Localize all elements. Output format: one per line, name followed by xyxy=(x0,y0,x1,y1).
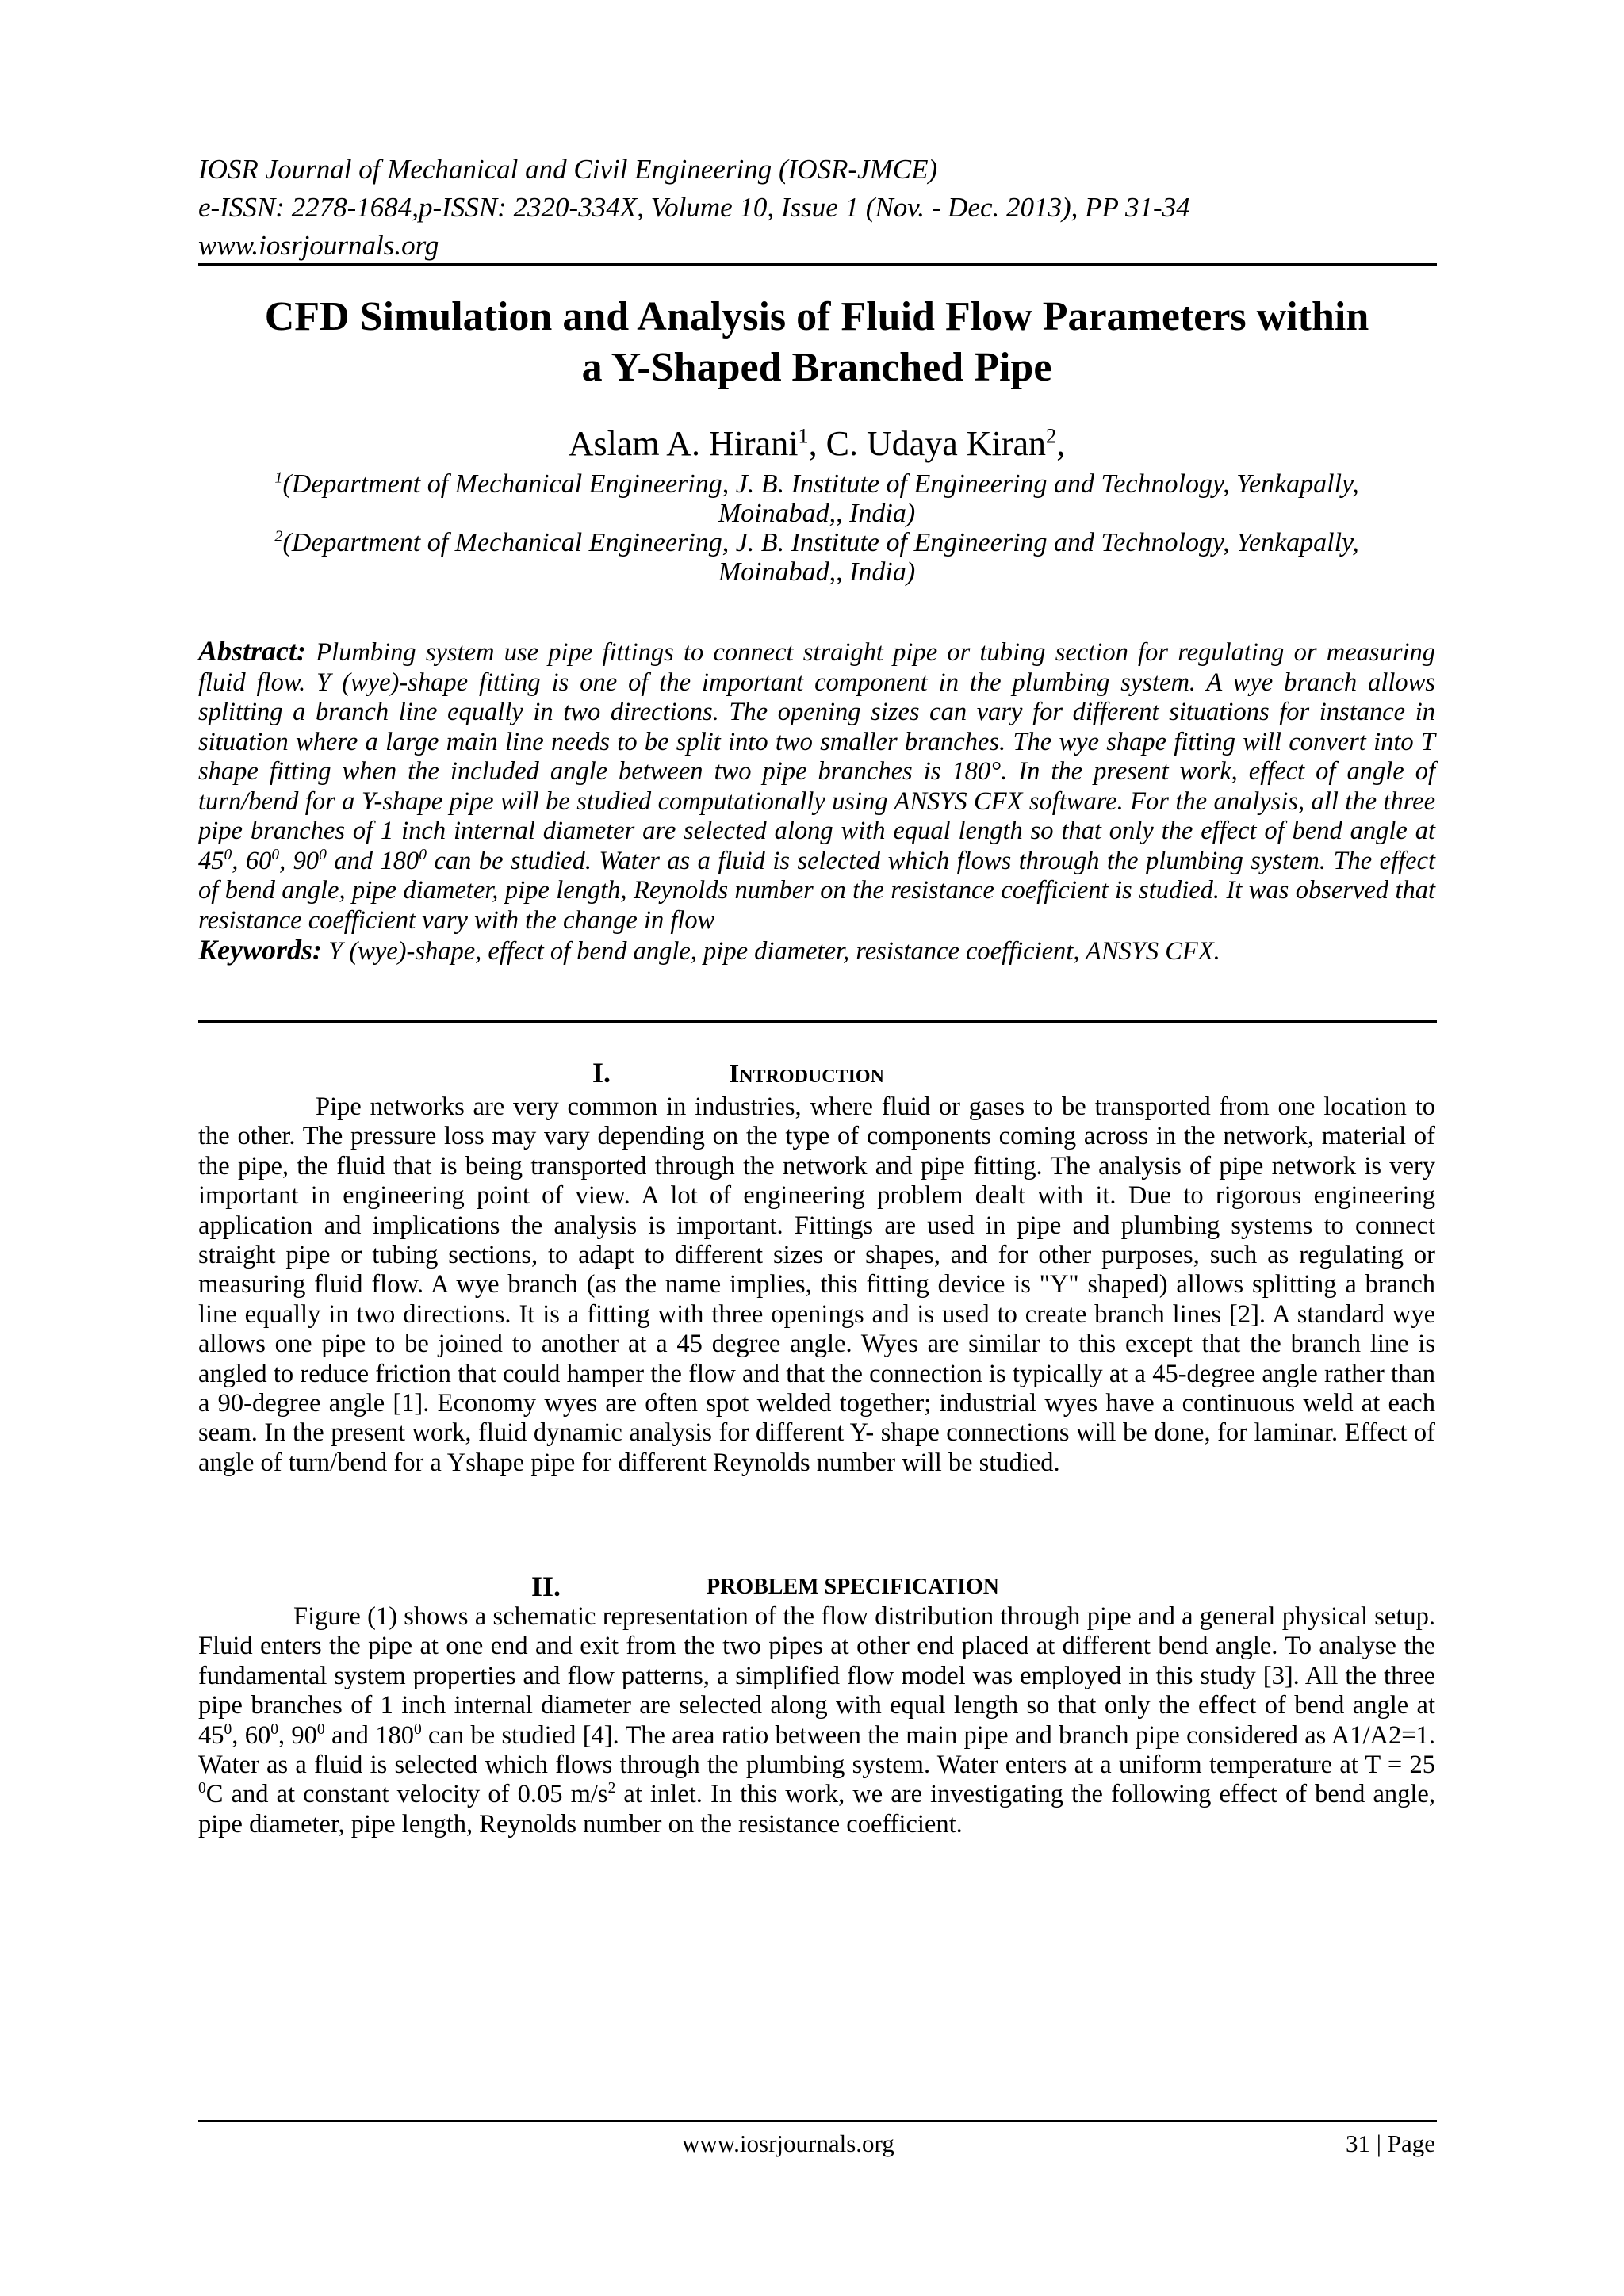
problem-specification-body xyxy=(198,1602,1435,1839)
title-line-2: a Y-Shaped Branched Pipe xyxy=(581,345,1052,390)
affiliations xyxy=(198,469,1435,587)
degree-mark: 0 xyxy=(224,1720,232,1738)
paragraph-text: Figure (1) shows a schematic representation of the flow distribution through pipe and a general physical setup. Fluid enters the pipe at one end and exit from the two pipes at other end placed at different bend angle. To analyse the fundamental system properties and flow patterns, a simplified flow model was employed in this study [3]. All the three pipe branches of 1 inch internal diameter are selected along with equal length so that only the effect of bend angle at 45 xyxy=(198,1602,1435,1750)
degree-mark: 0 xyxy=(224,846,232,863)
paragraph-text: C and at constant velocity of 0.05 m/s xyxy=(205,1780,608,1809)
abstract-label: Abstract: xyxy=(198,635,307,667)
author-name: Aslam A. Hirani xyxy=(568,424,799,463)
section-number: II. xyxy=(531,1571,561,1602)
abstract xyxy=(198,637,1435,967)
paragraph-text: and 180 xyxy=(324,1720,414,1750)
degree-mark: 0 xyxy=(413,1720,422,1738)
keywords-label: Keywords: xyxy=(198,934,322,966)
section-heading xyxy=(198,1056,1435,1091)
affiliation-line xyxy=(198,469,1435,499)
author-affiliation-mark: 2 xyxy=(1046,423,1057,448)
affiliation-text: (Department of Mechanical Engineering, J. B. Institute of Engineering and Technology, Yenkapally, xyxy=(282,469,1359,499)
section-title: PROBLEM SPECIFICATION xyxy=(707,1575,999,1599)
footer-rule xyxy=(198,2120,1437,2122)
affiliation-line: Moinabad,, India) xyxy=(718,557,916,587)
paragraph-text: at inlet. In this work, we are investigating the following effect of bend angle, pipe diameter, pipe length, Reynolds number on the resistance coefficient. xyxy=(198,1780,1435,1839)
paragraph: Pipe networks are very common in industries, where fluid or gases to be transported from one location to the other. The pressure loss may vary depending on the type of components coming across in the network, material of the pipe, the fluid that is being transported through the network and pipe fitting. The analysis of pipe network is very important in engineering point of view. A lot of engineering problem dealt with it. Due to rigorous engineering application and implications the analysis is important. Fittings are used in pipe and plumbing systems to connect straight pipe or tubing sections, to adapt to different sizes or shapes, and for other purposes, such as regulating or measuring fluid flow. A wye branch (as the name implies, this fitting device is "Y" shaped) allows splitting a branch line equally in two directions. It is a fitting with three openings and is used to create branch lines [2]. A standard wye allows one pipe to be joined to another at a 45 degree angle. Wyes are similar to this except that the branch line is angled to reduce friction that could hamper the flow and that the connection is typically at a 45-degree angle rather than a 90-degree angle [1]. Economy wyes are often spot welded together; industrial wyes have a continuous weld at each seam. In the present work, fluid dynamic analysis for different Y- shape connections will be done, for laminar. Effect of angle of turn/bend for a Yshape pipe for different Reynolds number will be studied. xyxy=(198,1093,1435,1477)
degree-mark: 0 xyxy=(271,846,280,863)
affiliation-line xyxy=(198,528,1435,557)
section-number: I. xyxy=(592,1057,611,1089)
author-separator: , xyxy=(808,424,826,463)
affiliation-mark: 2 xyxy=(274,527,283,545)
author-list xyxy=(198,422,1435,466)
keywords xyxy=(198,936,1435,967)
author-trailing: , xyxy=(1056,424,1066,463)
paragraph xyxy=(198,1602,1435,1839)
abstract-text: , 60 xyxy=(232,846,272,875)
section-heading xyxy=(198,1570,1435,1605)
page-number: 31 | Page xyxy=(1346,2130,1435,2157)
affiliation-text: (Department of Mechanical Engineering, J. B. Institute of Engineering and Technology, Yenkapally, xyxy=(282,528,1359,557)
abstract-text: and 180 xyxy=(326,846,419,875)
header-rule xyxy=(198,263,1437,266)
abstract-body xyxy=(198,637,1435,936)
author-name: C. Udaya Kiran xyxy=(825,424,1046,463)
degree-mark: 0 xyxy=(198,1780,206,1797)
degree-mark: 0 xyxy=(270,1720,278,1738)
journal-header xyxy=(198,151,1435,265)
degree-mark: 0 xyxy=(316,1720,325,1738)
abstract-rule xyxy=(198,1020,1437,1023)
abstract-text: Plumbing system use pipe fittings to connect straight pipe or tubing section for regulating or measuring fluid flow. Y (wye)-shape fitting is one of the important component in the plumbing system. A wye branch allows splitting a branch line equally in two directions. The opening sizes can vary for different situations for instance in situation where a large main line needs to be split into two smaller branches. The wye shape fitting will convert into T shape fitting when the included angle between two pipe branches is 180°. In the present work, effect of angle of turn/bend for a Y-shape pipe will be studied computationally using ANSYS CFX software. For the analysis, all the three pipe branches of 1 inch internal diameter are selected along with equal length so that only the effect of bend angle at 45 xyxy=(198,638,1435,875)
section-title: Introduction xyxy=(729,1059,884,1089)
title-line-1: CFD Simulation and Analysis of Fluid Flow Parameters within xyxy=(264,294,1369,339)
abstract-text: , 90 xyxy=(279,846,320,875)
footer-website: www.iosrjournals.org xyxy=(682,2130,894,2157)
abstract-text: can be studied. Water as a fluid is selected which flows through the plumbing system. The effect of bend angle, pipe diameter, pipe length, Reynolds number on the resistance coefficient is studied. It was observed that resistance coefficient vary with the change in flow xyxy=(198,846,1436,935)
degree-mark: 0 xyxy=(419,846,427,863)
author-affiliation-mark: 1 xyxy=(798,423,809,448)
affiliation-line: Moinabad,, India) xyxy=(718,499,916,528)
affiliation-mark: 1 xyxy=(274,469,283,487)
paper-title xyxy=(198,292,1435,393)
paragraph-text: , 90 xyxy=(278,1720,317,1750)
journal-website: www.iosrjournals.org xyxy=(198,230,439,261)
paragraph-text: , 60 xyxy=(232,1720,271,1750)
paragraph-text: can be studied [4]. The area ratio between the main pipe and branch pipe considered as A1/A2=1. Water as a fluid is selected which flows through the plumbing system. Water enters at a uniform temperature at T = 25 xyxy=(198,1720,1435,1780)
exponent-mark: 2 xyxy=(607,1780,616,1797)
journal-issn-volume: e-ISSN: 2278-1684,p-ISSN: 2320-334X, Volume 10, Issue 1 (Nov. - Dec. 2013), PP 31-34 xyxy=(198,192,1190,223)
journal-name: IOSR Journal of Mechanical and Civil Engineering (IOSR-JMCE) xyxy=(198,154,938,185)
introduction-body xyxy=(198,1093,1435,1478)
keywords-text: Y (wye)-shape, effect of bend angle, pipe diameter, resistance coefficient, ANSYS CFX. xyxy=(322,937,1220,966)
degree-mark: 0 xyxy=(319,846,327,863)
